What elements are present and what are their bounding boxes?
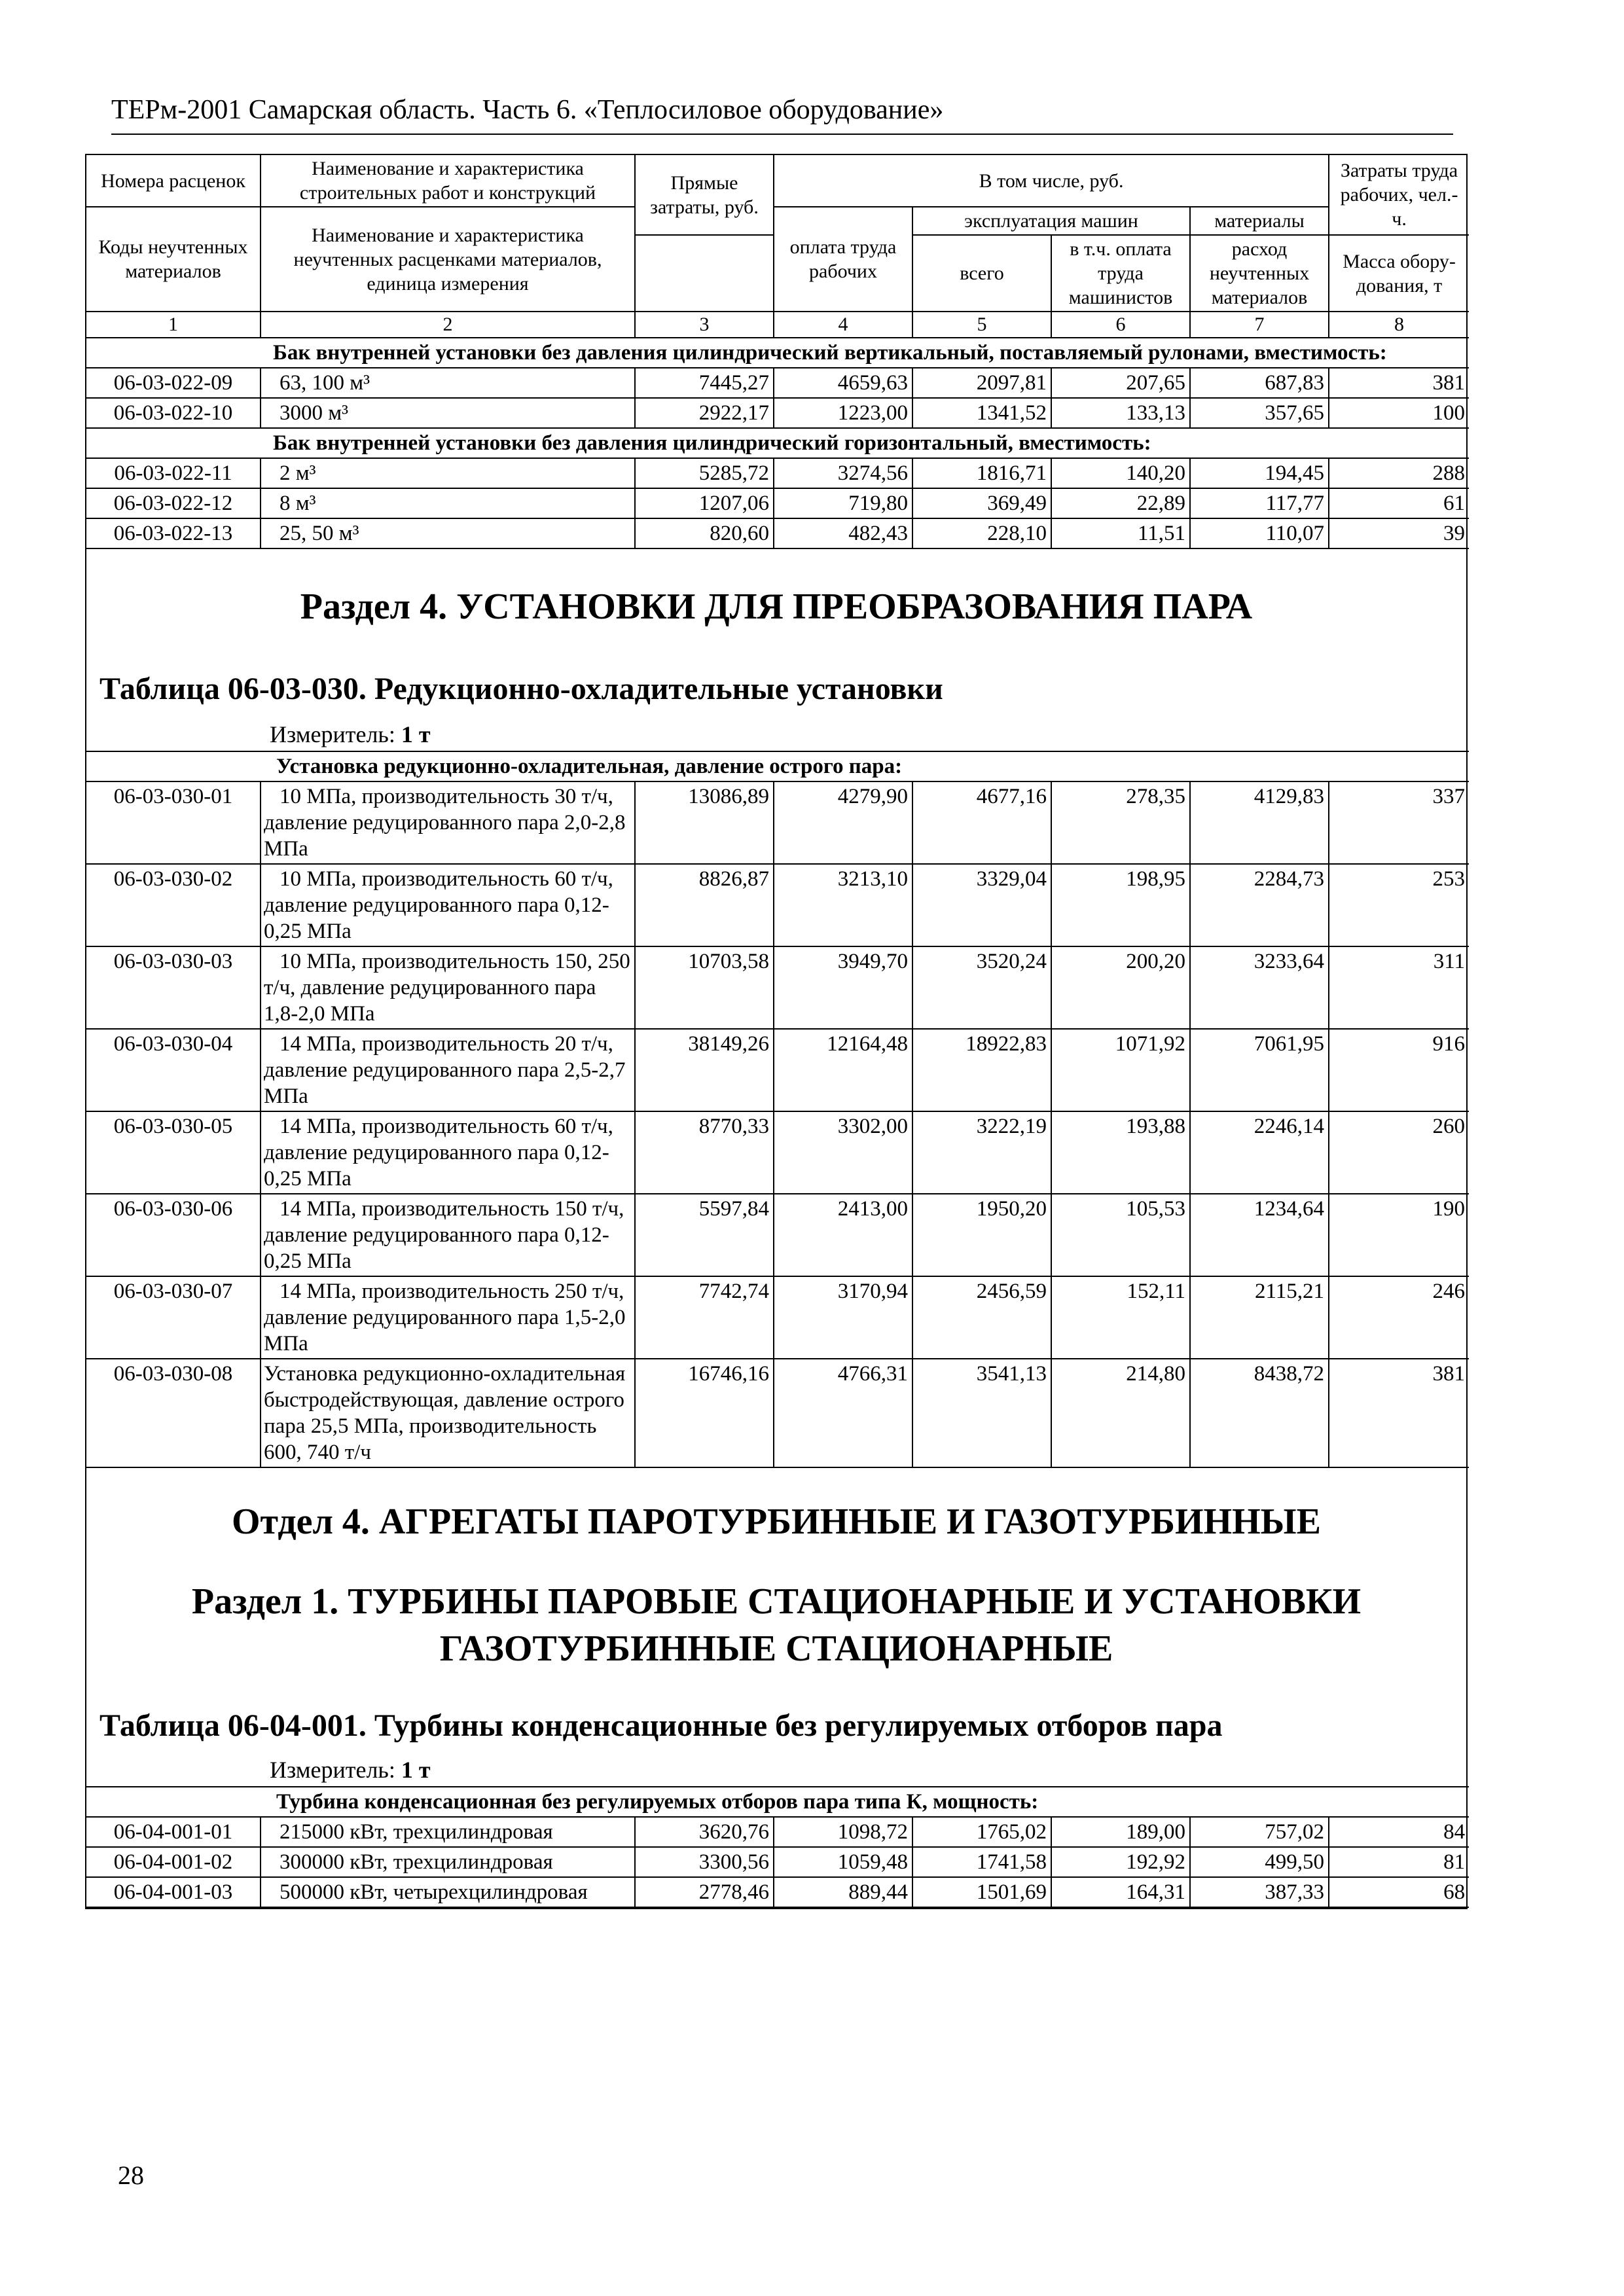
labor-pay: 482,43	[774, 518, 912, 548]
labor-costs: 311	[1329, 946, 1469, 1029]
table-row	[86, 1111, 1469, 1194]
rate-code: 06-04-001-02	[86, 1847, 261, 1877]
rates-table-top	[86, 155, 1469, 549]
table-row	[86, 781, 1469, 864]
direct-costs: 7742,74	[635, 1276, 774, 1359]
machines-total: 3541,13	[912, 1359, 1051, 1467]
rate-name: 8 м³	[261, 488, 635, 518]
header-direct-bottom	[635, 235, 774, 312]
materials: 110,07	[1190, 518, 1329, 548]
table-row	[86, 1877, 1469, 1907]
labor-pay: 889,44	[774, 1877, 912, 1907]
header-codes-bottom: Коды неучтенных материалов	[86, 207, 261, 312]
direct-costs: 2922,17	[635, 398, 774, 428]
machines-total: 18922,83	[912, 1029, 1051, 1111]
column-number: 6	[1051, 312, 1190, 338]
header-machines-total: всего	[912, 235, 1051, 312]
labor-pay: 12164,48	[774, 1029, 912, 1111]
labor-pay: 3274,56	[774, 458, 912, 488]
rate-code: 06-03-030-01	[86, 781, 261, 864]
materials: 194,45	[1190, 458, 1329, 488]
labor-costs: 381	[1329, 1359, 1469, 1467]
rate-code: 06-03-022-09	[86, 368, 261, 398]
labor-costs: 190	[1329, 1194, 1469, 1276]
rate-name: 215000 кВт, трехцилиндровая	[261, 1817, 635, 1847]
table-row	[86, 398, 1469, 428]
column-number: 7	[1190, 312, 1329, 338]
machines-total: 2456,59	[912, 1276, 1051, 1359]
labor-pay: 3302,00	[774, 1111, 912, 1194]
header-equipment-mass: Масса обору-дования, т	[1329, 235, 1469, 312]
materials: 3233,64	[1190, 946, 1329, 1029]
table-title: Таблица 06-04-001. Турбины конденсационные без регулируемых отборов пара	[99, 1708, 1223, 1743]
table-row	[86, 1029, 1469, 1111]
machines-total: 1341,52	[912, 398, 1051, 428]
header-including: В том числе, руб.	[774, 155, 1329, 207]
materials: 4129,83	[1190, 781, 1329, 864]
machinists-pay: 192,92	[1051, 1847, 1190, 1877]
machines-total: 228,10	[912, 518, 1051, 548]
table-title: Таблица 06-03-030. Редукционно-охладительные установки	[99, 672, 943, 706]
machines-total: 4677,16	[912, 781, 1051, 864]
rate-name: 300000 кВт, трехцилиндровая	[261, 1847, 635, 1877]
direct-costs: 8770,33	[635, 1111, 774, 1194]
materials: 8438,72	[1190, 1359, 1329, 1467]
rate-name: 500000 кВт, четырехцилиндровая	[261, 1877, 635, 1907]
rate-code: 06-03-030-08	[86, 1359, 261, 1467]
direct-costs: 13086,89	[635, 781, 774, 864]
labor-costs: 246	[1329, 1276, 1469, 1359]
column-number: 5	[912, 312, 1051, 338]
machinists-pay: 133,13	[1051, 398, 1190, 428]
labor-pay: 4279,90	[774, 781, 912, 864]
labor-pay: 3213,10	[774, 864, 912, 946]
rate-code: 06-03-022-11	[86, 458, 261, 488]
direct-costs: 10703,58	[635, 946, 774, 1029]
machinists-pay: 200,20	[1051, 946, 1190, 1029]
labor-costs: 61	[1329, 488, 1469, 518]
machines-total: 1741,58	[912, 1847, 1051, 1877]
labor-pay: 1098,72	[774, 1817, 912, 1847]
materials: 7061,95	[1190, 1029, 1329, 1111]
direct-costs: 16746,16	[635, 1359, 774, 1467]
table-row	[86, 1817, 1469, 1847]
direct-costs: 5285,72	[635, 458, 774, 488]
header-name-top: Наименование и характеристика строительных работ и конструкций	[261, 155, 635, 207]
rate-code: 06-03-022-12	[86, 488, 261, 518]
materials: 757,02	[1190, 1817, 1329, 1847]
machinists-pay: 164,31	[1051, 1877, 1190, 1907]
rate-code: 06-04-001-03	[86, 1877, 261, 1907]
group-title: Турбина конденсационная без регулируемых отборов пара типа К, мощность:	[86, 1787, 1469, 1817]
rate-name: 3000 м³	[261, 398, 635, 428]
column-number: 8	[1329, 312, 1469, 338]
labor-costs: 337	[1329, 781, 1469, 864]
measure-line	[86, 719, 1466, 749]
header-machinists-pay: в т.ч. оплата труда машинистов	[1051, 235, 1190, 312]
rate-code: 06-03-030-04	[86, 1029, 261, 1111]
page-number: 28	[118, 2161, 144, 2190]
labor-costs: 288	[1329, 458, 1469, 488]
group-title: Бак внутренней установки без давления цилиндрический горизонтальный, вместимость:	[86, 428, 1469, 458]
machines-total: 1950,20	[912, 1194, 1051, 1276]
machinists-pay: 105,53	[1051, 1194, 1190, 1276]
materials: 1234,64	[1190, 1194, 1329, 1276]
document-frame	[85, 154, 1468, 1909]
machinists-pay: 189,00	[1051, 1817, 1190, 1847]
table-row	[86, 518, 1469, 548]
machinists-pay: 198,95	[1051, 864, 1190, 946]
rate-code: 06-03-022-10	[86, 398, 261, 428]
materials: 2284,73	[1190, 864, 1329, 946]
machinists-pay: 140,20	[1051, 458, 1190, 488]
machines-total: 369,49	[912, 488, 1051, 518]
materials: 2246,14	[1190, 1111, 1329, 1194]
header-direct-costs: Прямые затраты, руб.	[635, 155, 774, 235]
rate-name: 63, 100 м³	[261, 368, 635, 398]
machines-total: 2097,81	[912, 368, 1051, 398]
header-labor-costs: Затраты труда рабочих, чел.-ч.	[1329, 155, 1469, 235]
machinists-pay: 214,80	[1051, 1359, 1190, 1467]
rate-code: 06-03-030-06	[86, 1194, 261, 1276]
table-row	[86, 1847, 1469, 1877]
rates-table-turbines	[86, 1786, 1469, 1908]
materials: 499,50	[1190, 1847, 1329, 1877]
table-row	[86, 488, 1469, 518]
labor-pay: 1223,00	[774, 398, 912, 428]
rate-name: 25, 50 м³	[261, 518, 635, 548]
labor-pay: 1059,48	[774, 1847, 912, 1877]
labor-costs: 84	[1329, 1817, 1469, 1847]
direct-costs: 1207,06	[635, 488, 774, 518]
labor-costs: 68	[1329, 1877, 1469, 1907]
rate-name: 2 м³	[261, 458, 635, 488]
table-row	[86, 1276, 1469, 1359]
machinists-pay: 22,89	[1051, 488, 1190, 518]
header-machines: эксплуатация машин	[912, 207, 1190, 235]
rate-code: 06-03-030-02	[86, 864, 261, 946]
labor-costs: 260	[1329, 1111, 1469, 1194]
labor-pay: 3170,94	[774, 1276, 912, 1359]
table-row	[86, 368, 1469, 398]
machinists-pay: 207,65	[1051, 368, 1190, 398]
machines-total: 1765,02	[912, 1817, 1051, 1847]
machines-total: 1501,69	[912, 1877, 1051, 1907]
machinists-pay: 11,51	[1051, 518, 1190, 548]
direct-costs: 2778,46	[635, 1877, 774, 1907]
rate-code: 06-03-022-13	[86, 518, 261, 548]
measure-value: 1 т	[401, 1757, 431, 1783]
table-row	[86, 458, 1469, 488]
rate-name: Установка редукционно-охладительная быстродействующая, давление острого пара 25,5 МПа, производительность 600, 740 т/ч	[261, 1359, 635, 1467]
machinists-pay: 193,88	[1051, 1111, 1190, 1194]
labor-pay: 719,80	[774, 488, 912, 518]
measure-value: 1 т	[401, 721, 431, 747]
table-row	[86, 1359, 1469, 1467]
measure-label: Измеритель:	[270, 721, 395, 747]
header-materials-unaccounted: расход неучтенных материалов	[1190, 235, 1329, 312]
table-row	[86, 1194, 1469, 1276]
direct-costs: 820,60	[635, 518, 774, 548]
machines-total: 1816,71	[912, 458, 1051, 488]
rate-name: 10 МПа, производительность 30 т/ч, давление редуцированного пара 2,0-2,8 МПа	[261, 781, 635, 864]
machines-total: 3222,19	[912, 1111, 1051, 1194]
page-header: ТЕРм-2001 Самарская область. Часть 6. «Теплосиловое оборудование»	[111, 92, 1453, 135]
labor-pay: 4659,63	[774, 368, 912, 398]
direct-costs: 7445,27	[635, 368, 774, 398]
rate-name: 10 МПа, производительность 60 т/ч, давление редуцированного пара 0,12-0,25 МПа	[261, 864, 635, 946]
table-row	[86, 864, 1469, 946]
labor-costs: 253	[1329, 864, 1469, 946]
materials: 387,33	[1190, 1877, 1329, 1907]
rate-name: 14 МПа, производительность 150 т/ч, давление редуцированного пара 0,12-0,25 МПа	[261, 1194, 635, 1276]
section-title: Раздел 1. ТУРБИНЫ ПАРОВЫЕ СТАЦИОНАРНЫЕ И УСТАНОВКИ ГАЗОТУРБИННЫЕ СТАЦИОНАРНЫЕ	[191, 1581, 1362, 1669]
column-number: 3	[635, 312, 774, 338]
machines-total: 3329,04	[912, 864, 1051, 946]
materials: 687,83	[1190, 368, 1329, 398]
header-codes-top: Номера расценок	[86, 155, 261, 207]
rate-name: 14 МПа, производительность 20 т/ч, давление редуцированного пара 2,5-2,7 МПа	[261, 1029, 635, 1111]
rate-code: 06-04-001-01	[86, 1817, 261, 1847]
group-title: Бак внутренней установки без давления цилиндрический вертикальный, поставляемый рулонами, вместимость:	[86, 338, 1469, 368]
rate-name: 14 МПа, производительность 60 т/ч, давление редуцированного пара 0,12-0,25 МПа	[261, 1111, 635, 1194]
rate-name: 10 МПа, производительность 150, 250 т/ч, давление редуцированного пара 1,8-2,0 МПа	[261, 946, 635, 1029]
column-number: 4	[774, 312, 912, 338]
header-name-bottom: Наименование и характеристика неучтенных расценками материалов, единица измерения	[261, 207, 635, 312]
measure-line	[86, 1755, 1466, 1785]
measure-label: Измеритель:	[270, 1757, 395, 1783]
table-row	[86, 946, 1469, 1029]
direct-costs: 38149,26	[635, 1029, 774, 1111]
rates-table-steam	[86, 751, 1469, 1468]
header-materials: материалы	[1190, 207, 1329, 235]
rate-code: 06-03-030-05	[86, 1111, 261, 1194]
department-title: Отдел 4. АГРЕГАТЫ ПАРОТУРБИННЫЕ И ГАЗОТУРБИННЫЕ	[231, 1501, 1322, 1542]
labor-costs: 39	[1329, 518, 1469, 548]
rate-code: 06-03-030-07	[86, 1276, 261, 1359]
materials: 357,65	[1190, 398, 1329, 428]
column-number: 1	[86, 312, 261, 338]
direct-costs: 5597,84	[635, 1194, 774, 1276]
labor-costs: 100	[1329, 398, 1469, 428]
materials: 117,77	[1190, 488, 1329, 518]
column-number: 2	[261, 312, 635, 338]
labor-pay: 4766,31	[774, 1359, 912, 1467]
rate-code: 06-03-030-03	[86, 946, 261, 1029]
labor-costs: 81	[1329, 1847, 1469, 1877]
labor-pay: 2413,00	[774, 1194, 912, 1276]
section-title: Раздел 4. УСТАНОВКИ ДЛЯ ПРЕОБРАЗОВАНИЯ ПАРА	[300, 586, 1253, 627]
machines-total: 3520,24	[912, 946, 1051, 1029]
rate-name: 14 МПа, производительность 250 т/ч, давление редуцированного пара 1,5-2,0 МПа	[261, 1276, 635, 1359]
labor-pay: 3949,70	[774, 946, 912, 1029]
labor-costs: 381	[1329, 368, 1469, 398]
machinists-pay: 278,35	[1051, 781, 1190, 864]
machinists-pay: 152,11	[1051, 1276, 1190, 1359]
direct-costs: 8826,87	[635, 864, 774, 946]
group-title: Установка редукционно-охладительная, давление острого пара:	[86, 751, 1469, 781]
machinists-pay: 1071,92	[1051, 1029, 1190, 1111]
direct-costs: 3300,56	[635, 1847, 774, 1877]
direct-costs: 3620,76	[635, 1817, 774, 1847]
header-labor-pay: оплата труда рабочих	[774, 207, 912, 312]
labor-costs: 916	[1329, 1029, 1469, 1111]
materials: 2115,21	[1190, 1276, 1329, 1359]
